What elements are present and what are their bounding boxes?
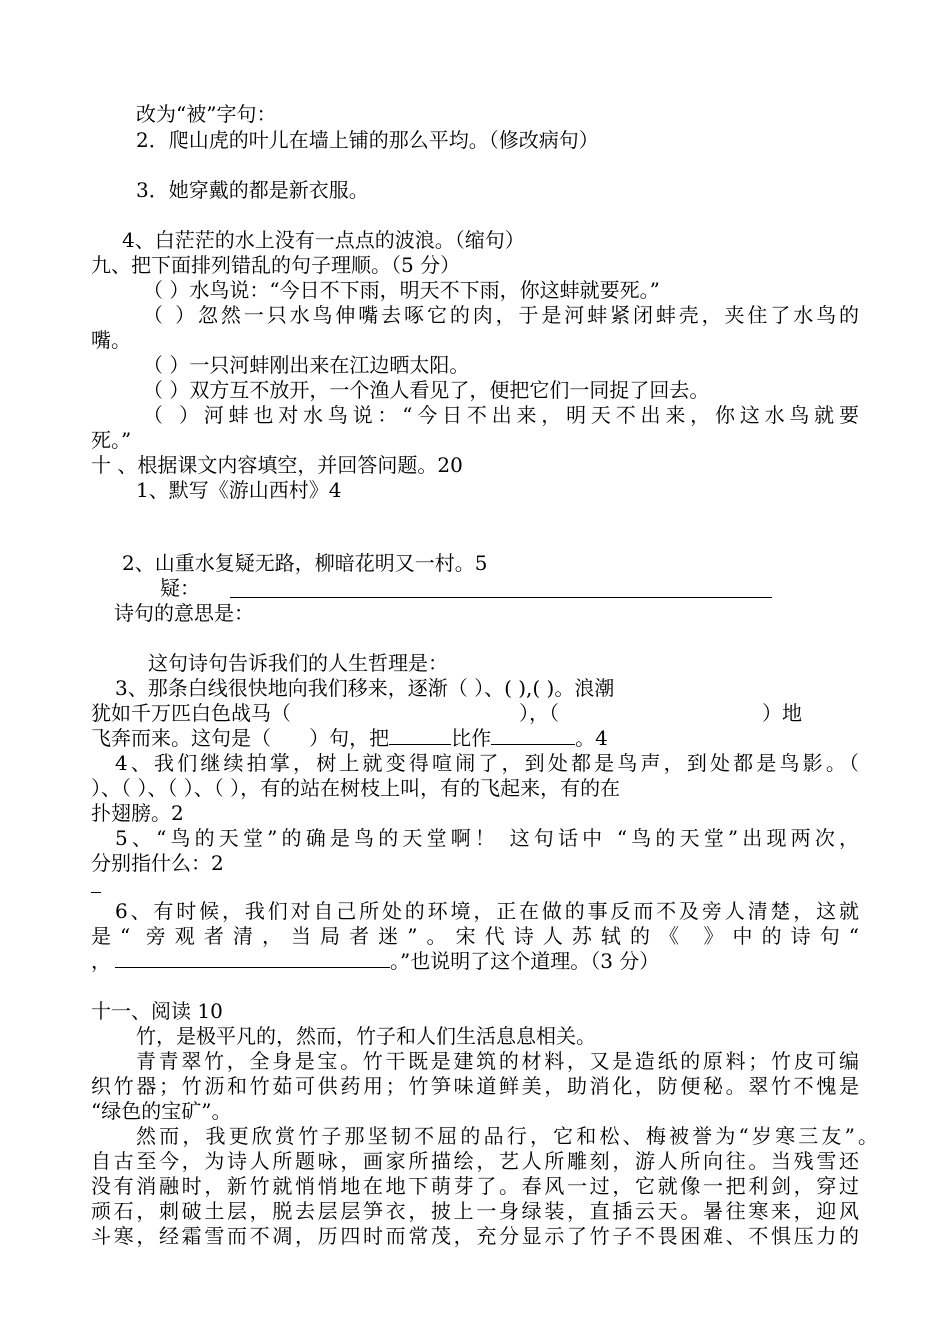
passage-paragraph-3-line3: 没有消融时，新竹就悄悄地在地下萌芽了。春风一过，它就像一把利剑，穿过 (91, 1174, 859, 1198)
section-9-heading: 九、把下面排列错乱的句子理顺。（5 分） (91, 253, 461, 277)
segment-text: 。”也说明了这个道理。（3 分） (390, 949, 660, 973)
section-11-heading: 十一、阅读 10 (91, 999, 223, 1023)
passage-paragraph-3-line2: 自古至今，为诗人所题咏，画家所描绘，艺人所雕刻，游人所向往。当残雪还 (91, 1149, 859, 1173)
answer-line-yi (230, 597, 772, 598)
question-6-line2: 是“ 旁观者清，当局者迷”。宋代诗人苏轼的《 》中的诗句“ (91, 924, 859, 948)
question-3-fill: 3、那条白线很快地向我们移来，逐渐（ ）、( ),( )。浪潮 (115, 676, 615, 700)
question-5-line2: 分别指什么：2 (91, 851, 224, 875)
order-item-4: （ ）双方互不放开，一个渔人看见了，便把它们一同捉了回去。 (143, 378, 710, 402)
segment-text: 飞奔而来。这句是（ ）句，把 (91, 726, 390, 750)
passage-paragraph-3-line1: 然而，我更欣赏竹子那坚韧不屈的品行，它和松、梅被誉为“岁寒三友”。 (136, 1124, 878, 1148)
passage-paragraph-3-line4: 顽石，刺破土层，脱去层层笋衣，披上一身绿装，直插云天。暑往寒来，迎风 (91, 1199, 859, 1223)
section-10-heading: 十 、根据课文内容填空，并回答问题。20 (91, 453, 463, 477)
segment-text: ），（ (519, 701, 559, 725)
order-item-1: （ ）水鸟说：“今日不下雨，明天不下雨，你这蚌就要死。” (143, 278, 660, 302)
order-item-5: （ ）河蚌也对水鸟说：“今日不出来，明天不出来，你这水鸟就要 (143, 403, 859, 427)
segment-text: 。4 (575, 726, 608, 750)
passage-paragraph-1: 竹，是极平凡的，然而，竹子和人们生活息息相关。 (136, 1024, 596, 1048)
label-life-philosophy: 这句诗句告诉我们的人生哲理是： (148, 651, 448, 675)
passage-paragraph-2-line2: 织竹器；竹沥和竹茹可供药用；竹笋味道鲜美，助消化，防便秘。翠竹不愧是 (91, 1074, 859, 1098)
question-6-bystander: 6、有时候，我们对自己所处的环境，正在做的事反而不及旁人清楚，这就 (115, 899, 859, 923)
label-poem-meaning: 诗句的意思是： (114, 601, 254, 625)
question-5-bird-paradise: 5、“鸟的天堂”的确是鸟的天堂啊！ 这句话中 “鸟的天堂”出现两次， (115, 826, 859, 850)
blank-underline (389, 726, 451, 745)
label-yi: 疑： (160, 576, 200, 600)
question-3-fill-line3 (91, 725, 608, 751)
passage-paragraph-3-line5: 斗寒，经霜雪而不凋，历四时而常茂，充分显示了竹子不畏困难、不惧压力的 (91, 1224, 859, 1248)
question-poem-line: 2、山重水复疑无路，柳暗花明又一村。5 (122, 551, 488, 575)
blank-underline (491, 726, 575, 745)
blank-underline (115, 949, 390, 968)
order-item-3: （ ）一只河蚌刚出来在江边晒太阳。 (143, 353, 470, 377)
order-item-5-continued: 死。” (91, 428, 132, 452)
passage-paragraph-2-line1: 青青翠竹，全身是宝。竹干既是建筑的材料，又是造纸的原料；竹皮可编 (136, 1049, 859, 1073)
segment-text: ）地 (762, 701, 802, 725)
short-answer-line (91, 892, 101, 893)
question-4-fill: 4、我们继续拍掌，树上就变得喧闹了，到处都是鸟声，到处都是鸟影。（ (115, 751, 859, 775)
question-3-fill-line2 (91, 700, 859, 726)
passage-paragraph-2-line3: “绿色的宝矿”。 (91, 1099, 232, 1123)
question-4-fill-line3: 扑翅膀。2 (91, 801, 184, 825)
order-item-2: （ ）忽然一只水鸟伸嘴去啄它的肉，于是河蚌紧闭蚌壳，夹住了水鸟的 (143, 303, 859, 327)
question-recite-poem: 1、默写《游山西村》4 (136, 478, 342, 502)
question-4-shorten-sentence: 4、白茫茫的水上没有一点点的波浪。（缩句） (122, 228, 525, 252)
question-2-fix-sentence: 2．爬山虎的叶儿在墙上铺的那么平均。（修改病句） (136, 128, 599, 152)
question-4-fill-line2: ）、（ ）、（ ）、（ ），有的站在树枝上叫，有的飞起来，有的在 (91, 776, 621, 800)
segment-text: 比作 (451, 726, 492, 750)
segment-text: 犹如千万匹白色战马（ (91, 701, 291, 725)
question-3-sentence: 3．她穿戴的都是新衣服。 (136, 178, 369, 202)
line-change-to-bei: 改为“被”字句： (136, 102, 277, 126)
segment-text: ， (91, 949, 111, 973)
order-item-2-continued: 嘴。 (91, 328, 131, 352)
question-6-line3 (91, 948, 659, 974)
